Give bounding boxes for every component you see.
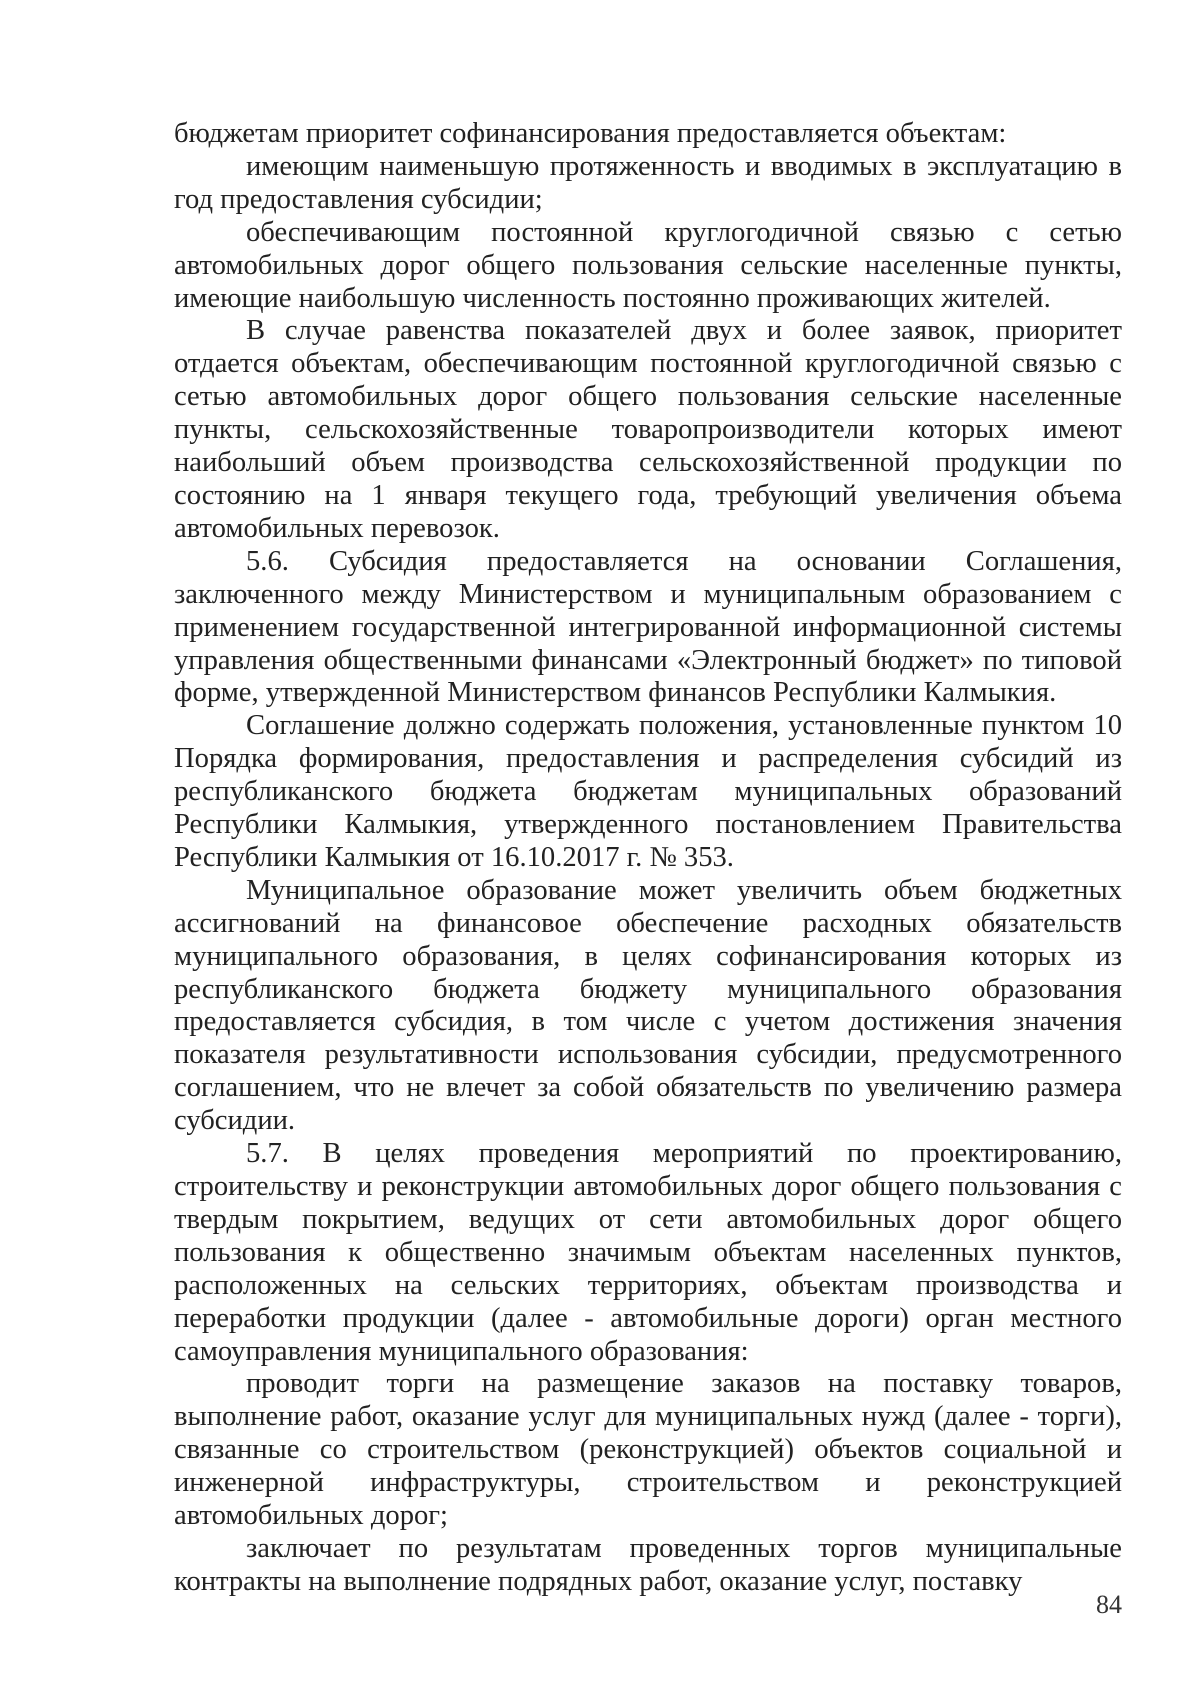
paragraph: Муниципальное образование может увеличить объем бюджетных ассигнований на финансовое обеспечение расходных обязательств муниципального образования, в целях софинансирования которых из республиканского бюджета бюджету муниципального образования предоставляется субсидия, в том числе с учетом достижения значения показателя результативности использования субсидии, предусмотренного соглашением, что не влечет за собой обязательств по увеличению размера субсидии. bbox=[174, 874, 1122, 1137]
paragraph: бюджетам приоритет софинансирования предоставляется объектам: bbox=[174, 118, 1007, 149]
paragraph: 5.7. В целях проведения мероприятий по проектированию, строительству и реконструкции автомобильных дорог общего пользования с твердым покрытием, ведущих от сети автомобильных дорог общего пользования к общественно значимым объектам населенных пунктов, расположенных на сельских территориях, объектам производства и переработки продукции (далее - автомобильные дороги) орган местного самоуправления муниципального образования: bbox=[174, 1138, 1122, 1367]
paragraph: В случае равенства показателей двух и более заявок, приоритет отдается объектам, обеспечивающим постоянной круглогодичной связью с сетью автомобильных дорог общего пользования сельские населенные пункты, сельскохозяйственные товаропроизводители которых имеют наибольший объем производства сельскохозяйственной продукции по состоянию на 1 января текущего года, требующий увеличения объема автомобильных перевозок. bbox=[174, 315, 1122, 544]
paragraph: Соглашение должно содержать положения, установленные пунктом 10 Порядка формирования, предоставления и распределения субсидий из республиканского бюджета бюджетам муниципальных образований Республики Калмыкия, утвержденного постановлением Правительства Республики Калмыкия от 16.10.2017 г. № 353. bbox=[174, 710, 1122, 873]
paragraph: имеющим наименьшую протяженность и вводимых в эксплуатацию в год предоставления субсидии; bbox=[174, 150, 1122, 215]
paragraph: заключает по результатам проведенных торгов муниципальные контракты на выполнение подрядных работ, оказание услуг, поставку bbox=[174, 1532, 1122, 1597]
paragraph: проводит торги на размещение заказов на поставку товаров, выполнение работ, оказание услуг для муниципальных нужд (далее - торги), связанные со строительством (реконструкцией) объектов социальной и инженерной инфраструктуры, строительством и реконструкцией автомобильных дорог; bbox=[174, 1368, 1122, 1532]
page-number: 84 bbox=[1096, 1590, 1122, 1619]
document-body bbox=[174, 118, 1122, 1599]
paragraph: 5.6. Субсидия предоставляется на основании Соглашения, заключенного между Министерством и муниципальным образованием с применением государственной интегрированной информационной системы управления общественными финансами «Электронный бюджет» по типовой форме, утвержденной Министерством финансов Республики Калмыкия. bbox=[174, 545, 1122, 709]
paragraph: обеспечивающим постоянной круглогодичной связью с сетью автомобильных дорог общего пользования сельские населенные пункты, имеющие наибольшую численность постоянно проживающих жителей. bbox=[174, 216, 1122, 314]
